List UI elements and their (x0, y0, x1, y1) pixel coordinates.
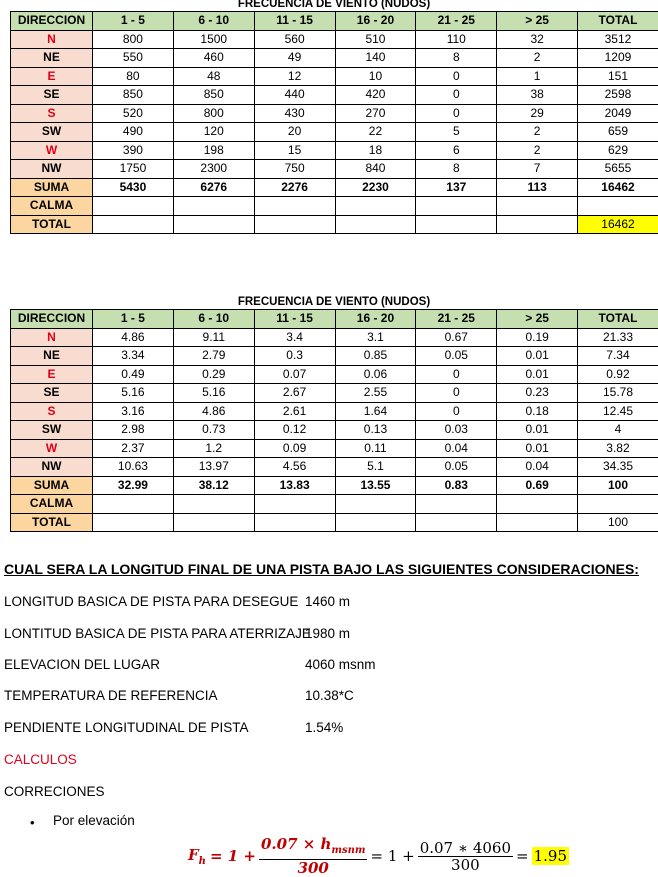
formula-result: 1.95 (532, 847, 569, 865)
item-value: 1.54% (305, 720, 343, 735)
table-cell: 3.82 (578, 439, 658, 458)
column-header-direccion: DIRECCION (11, 12, 93, 31)
table-cell (578, 197, 658, 216)
row-label: NE (11, 347, 93, 366)
table-cell: 7.34 (578, 347, 658, 366)
column-header: 1 - 5 (93, 310, 174, 329)
table-cell: 840 (335, 160, 416, 179)
table-cell: 198 (173, 141, 254, 160)
table-cell: 29 (497, 104, 578, 123)
item-value: 1460 m (305, 594, 350, 609)
table-cell: 430 (254, 104, 335, 123)
table-cell: 20 (254, 123, 335, 142)
table-cell: 629 (578, 141, 658, 160)
item-value: 1980 m (305, 626, 350, 641)
column-header: 16 - 20 (335, 12, 416, 31)
item-label: LONTITUD BASICA DE PISTA PARA ATERRIZAJE (4, 626, 311, 641)
table-cell: 0.13 (335, 421, 416, 440)
row-label: CALMA (11, 197, 93, 216)
table-row (11, 197, 658, 216)
calculos-heading: CALCULOS (4, 752, 77, 767)
table-cell (335, 495, 416, 514)
table-cell: 0.11 (335, 439, 416, 458)
table-cell: 0.05 (416, 347, 497, 366)
table-cell (254, 215, 335, 234)
table-grid (10, 309, 658, 532)
column-header: TOTAL (578, 310, 658, 329)
table-cell (497, 197, 578, 216)
table-cell: 0.67 (416, 328, 497, 347)
table-cell: 2.61 (254, 402, 335, 421)
row-label: NW (11, 458, 93, 477)
table-row (11, 160, 658, 179)
table-cell: 151 (578, 67, 658, 86)
table-cell: 560 (254, 30, 335, 49)
row-label: W (11, 439, 93, 458)
table-row (11, 495, 658, 514)
table-cell: 38 (497, 86, 578, 105)
table-cell: 0.3 (254, 347, 335, 366)
table-cell: 0.49 (93, 365, 174, 384)
item-label: LONGITUD BASICA DE PISTA PARA DESEGUE (4, 594, 298, 609)
table-cell: 0.18 (497, 402, 578, 421)
table-cell (416, 513, 497, 532)
table-cell: 800 (93, 30, 174, 49)
table-cell: 3.34 (93, 347, 174, 366)
item-label: PENDIENTE LONGITUDINAL DE PISTA (4, 720, 249, 735)
table-cell: 800 (173, 104, 254, 123)
table-cell: 0.69 (497, 476, 578, 495)
table-cell: 750 (254, 160, 335, 179)
column-header: 21 - 25 (416, 310, 497, 329)
table-cell (93, 513, 174, 532)
table-cell: 4.56 (254, 458, 335, 477)
table-row (11, 347, 658, 366)
table-cell (497, 513, 578, 532)
table-row (11, 67, 658, 86)
column-header: TOTAL (578, 12, 658, 31)
table-cell: 34.35 (578, 458, 658, 477)
table-cell: 510 (335, 30, 416, 49)
table-cell: 0.05 (416, 458, 497, 477)
table-row (11, 178, 658, 197)
table-cell (335, 215, 416, 234)
table-cell: 0.29 (173, 365, 254, 384)
table-cell (173, 495, 254, 514)
table-cell: 0.23 (497, 384, 578, 403)
row-label: SW (11, 123, 93, 142)
table-cell (578, 495, 658, 514)
table-cell: 0.07 (254, 365, 335, 384)
table-cell: 2 (497, 49, 578, 68)
column-header: 11 - 15 (254, 12, 335, 31)
table-cell (416, 495, 497, 514)
table-cell: 4.86 (173, 402, 254, 421)
table-cell: 48 (173, 67, 254, 86)
row-label: TOTAL (11, 215, 93, 234)
table-cell (93, 197, 174, 216)
table-cell: 550 (93, 49, 174, 68)
table-cell: 5 (416, 123, 497, 142)
table-cell: 0 (416, 67, 497, 86)
table-cell: 80 (93, 67, 174, 86)
table-cell: 420 (335, 86, 416, 105)
table-cell: 520 (93, 104, 174, 123)
table-cell (254, 513, 335, 532)
table-cell: 0.04 (416, 439, 497, 458)
table-cell: 6 (416, 141, 497, 160)
table-cell: 8 (416, 160, 497, 179)
table-cell: 5655 (578, 160, 658, 179)
table-cell (173, 197, 254, 216)
table-cell: 1209 (578, 49, 658, 68)
table-cell: 18 (335, 141, 416, 160)
table-cell (497, 215, 578, 234)
table-cell: 659 (578, 123, 658, 142)
table-cell (93, 215, 174, 234)
table-cell: 16462 (578, 178, 658, 197)
table-cell: 6276 (173, 178, 254, 197)
table-caption: FRECUENCIA DE VIENTO (NUDOS) (10, 0, 658, 11)
formula-eq2: = 1 + (370, 847, 414, 865)
column-header: 16 - 20 (335, 310, 416, 329)
table-cell: 5.16 (173, 384, 254, 403)
table-cell: 1500 (173, 30, 254, 49)
table-cell: 13.55 (335, 476, 416, 495)
row-label: SE (11, 86, 93, 105)
table-cell: 32.99 (93, 476, 174, 495)
table-cell: 1.64 (335, 402, 416, 421)
table-cell: 390 (93, 141, 174, 160)
formula-eq1: = 1 + (210, 847, 256, 865)
row-label: NW (11, 160, 93, 179)
table-caption: FRECUENCIA DE VIENTO (NUDOS) (10, 295, 658, 309)
formula-eq3: = (516, 847, 529, 865)
table-cell: 440 (254, 86, 335, 105)
table-cell: 1750 (93, 160, 174, 179)
table-cell: 0.83 (416, 476, 497, 495)
formula-fraction-1: $\frac{0.07 \times h_{msnm}}{300}$ (259, 836, 368, 876)
table-row (11, 476, 658, 495)
table-row (11, 30, 658, 49)
item-label: ELEVACION DEL LUGAR (4, 657, 160, 672)
table-row (11, 384, 658, 403)
table-row (11, 402, 658, 421)
table-row (11, 49, 658, 68)
table-cell: 0.06 (335, 365, 416, 384)
table-cell: 2.67 (254, 384, 335, 403)
table-cell: 2049 (578, 104, 658, 123)
table-cell: 49 (254, 49, 335, 68)
table-row (11, 439, 658, 458)
row-label: S (11, 104, 93, 123)
table-cell: 2276 (254, 178, 335, 197)
table-cell: 850 (93, 86, 174, 105)
column-header: > 25 (497, 310, 578, 329)
table-cell: 38.12 (173, 476, 254, 495)
table-cell: 137 (416, 178, 497, 197)
table-cell (254, 197, 335, 216)
column-header: 1 - 5 (93, 12, 174, 31)
table-cell (335, 197, 416, 216)
table-cell: 0.19 (497, 328, 578, 347)
table-cell: 2230 (335, 178, 416, 197)
table-cell: 9.11 (173, 328, 254, 347)
table-cell: 3512 (578, 30, 658, 49)
table-cell: 2598 (578, 86, 658, 105)
table-cell: 0 (416, 86, 497, 105)
row-label: SW (11, 421, 93, 440)
question-title: CUAL SERA LA LONGITUD FINAL DE UNA PISTA BAJO LAS SIGUIENTES CONSIDERACIONES: (4, 561, 639, 577)
table-row (11, 458, 658, 477)
table-cell (93, 495, 174, 514)
row-label: N (11, 30, 93, 49)
table-row (11, 104, 658, 123)
table-cell: 5.16 (93, 384, 174, 403)
table-cell: 140 (335, 49, 416, 68)
table-cell: 120 (173, 123, 254, 142)
table-cell: 2300 (173, 160, 254, 179)
table-cell: 460 (173, 49, 254, 68)
wind-frequency-table-counts (10, 0, 658, 234)
bullet-text: Por elevación (53, 813, 135, 828)
table-cell: 8 (416, 49, 497, 68)
column-header: 6 - 10 (173, 12, 254, 31)
table-cell: 21.33 (578, 328, 658, 347)
table-cell: 0.12 (254, 421, 335, 440)
row-label: NE (11, 49, 93, 68)
table-cell: 0.92 (578, 365, 658, 384)
table-cell: 12.45 (578, 402, 658, 421)
table-cell (173, 215, 254, 234)
table-cell: 10.63 (93, 458, 174, 477)
correciones-heading: CORRECIONES (4, 784, 105, 799)
table-row (11, 123, 658, 142)
table-cell: 0.73 (173, 421, 254, 440)
table-cell: 4.86 (93, 328, 174, 347)
table-cell: 850 (173, 86, 254, 105)
table-cell (416, 197, 497, 216)
table-cell (497, 495, 578, 514)
table-cell: 110 (416, 30, 497, 49)
table-cell: 2.55 (335, 384, 416, 403)
table-cell: 2.79 (173, 347, 254, 366)
table-cell: 490 (93, 123, 174, 142)
row-label: TOTAL (11, 513, 93, 532)
table-cell: 3.1 (335, 328, 416, 347)
table-cell (254, 495, 335, 514)
table-cell: 0.01 (497, 439, 578, 458)
formula-fraction-2: $\frac{0.07 ∗ 4060}{300}$ (418, 840, 513, 873)
table-cell: 2 (497, 141, 578, 160)
item-value: 4060 msnm (305, 657, 376, 672)
table-cell: 0.03 (416, 421, 497, 440)
column-header: 11 - 15 (254, 310, 335, 329)
table-cell: 0.85 (335, 347, 416, 366)
table-cell: 0 (416, 365, 497, 384)
table-cell: 100 (578, 513, 658, 532)
table-cell: 0.04 (497, 458, 578, 477)
table-cell: 4 (578, 421, 658, 440)
bullet-dot-icon: • (30, 815, 35, 830)
table-row (11, 141, 658, 160)
row-label: S (11, 402, 93, 421)
row-label: E (11, 365, 93, 384)
table-cell: 15 (254, 141, 335, 160)
table-cell: 16462 (578, 215, 658, 234)
table-cell: 32 (497, 30, 578, 49)
table-cell: 22 (335, 123, 416, 142)
table-cell: 0 (416, 402, 497, 421)
table-cell: 0.01 (497, 421, 578, 440)
table-grid (10, 11, 658, 234)
table-cell: 1.2 (173, 439, 254, 458)
table-cell: 10 (335, 67, 416, 86)
table-cell: 12 (254, 67, 335, 86)
table-cell: 0 (416, 384, 497, 403)
column-header: 6 - 10 (173, 310, 254, 329)
table-row (11, 513, 658, 532)
table-cell: 0.09 (254, 439, 335, 458)
item-value: 10.38*C (305, 688, 354, 703)
row-label: E (11, 67, 93, 86)
table-row (11, 421, 658, 440)
table-cell: 100 (578, 476, 658, 495)
table-cell: 5.1 (335, 458, 416, 477)
table-cell: 113 (497, 178, 578, 197)
table-cell (335, 513, 416, 532)
row-label: SUMA (11, 178, 93, 197)
column-header: 21 - 25 (416, 12, 497, 31)
column-header-direccion: DIRECCION (11, 310, 93, 329)
table-cell: 7 (497, 160, 578, 179)
table-cell: 15.78 (578, 384, 658, 403)
table-cell: 13.83 (254, 476, 335, 495)
wind-frequency-table-percent (10, 295, 658, 532)
table-cell: 1 (497, 67, 578, 86)
table-cell: 0.01 (497, 365, 578, 384)
table-cell: 270 (335, 104, 416, 123)
table-cell: 2.37 (93, 439, 174, 458)
row-label: SUMA (11, 476, 93, 495)
table-cell: 2.98 (93, 421, 174, 440)
table-cell: 5430 (93, 178, 174, 197)
item-label: TEMPERATURA DE REFERENCIA (4, 688, 218, 703)
table-header-row (11, 12, 658, 31)
elevation-formula (188, 836, 569, 876)
formula-lhs: $F_h$ (188, 846, 206, 867)
table-cell: 0 (416, 104, 497, 123)
table-row (11, 328, 658, 347)
row-label: SE (11, 384, 93, 403)
table-cell: 2 (497, 123, 578, 142)
table-cell (416, 215, 497, 234)
table-cell (173, 513, 254, 532)
table-cell: 3.4 (254, 328, 335, 347)
row-label: N (11, 328, 93, 347)
table-row (11, 86, 658, 105)
table-cell: 0.01 (497, 347, 578, 366)
table-row (11, 215, 658, 234)
column-header: > 25 (497, 12, 578, 31)
table-row (11, 365, 658, 384)
table-cell: 3.16 (93, 402, 174, 421)
row-label: CALMA (11, 495, 93, 514)
table-header-row (11, 310, 658, 329)
table-cell: 13.97 (173, 458, 254, 477)
row-label: W (11, 141, 93, 160)
